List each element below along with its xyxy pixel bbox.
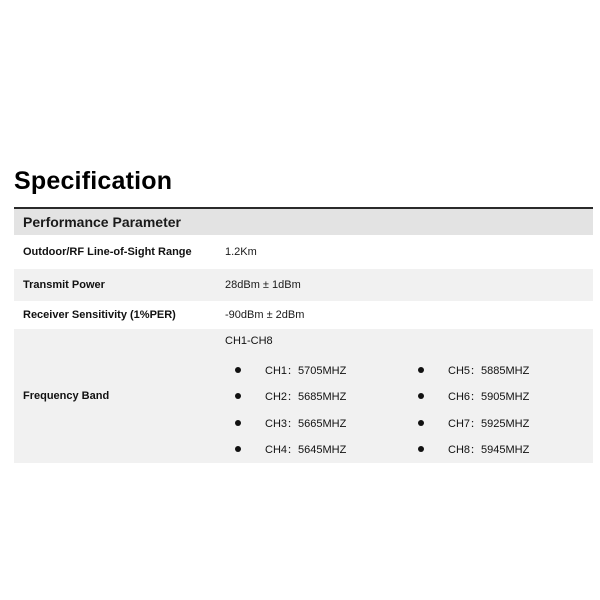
- channel-item: [235, 388, 346, 404]
- channel-item: [418, 388, 529, 404]
- channel-label: CH8：5945MHZ: [448, 444, 530, 456]
- frequency-channel-list: [225, 329, 593, 463]
- spec-row-transmit-power: [14, 269, 593, 301]
- bullet-icon: [235, 367, 241, 373]
- channel-label: CH1：5705MHZ: [265, 365, 347, 377]
- spec-value: 1.2Km: [225, 246, 257, 258]
- bullet-icon: [418, 420, 424, 426]
- spec-table: [14, 207, 593, 463]
- page-title: Specification: [14, 167, 173, 195]
- section-header: Performance Parameter: [14, 207, 593, 235]
- channel-item: [418, 362, 529, 378]
- spec-label: Outdoor/RF Line-of-Sight Range: [23, 246, 192, 258]
- bullet-icon: [418, 393, 424, 399]
- spec-value: 28dBm ± 1dBm: [225, 279, 301, 291]
- channel-item: [418, 415, 529, 431]
- channel-item: [235, 441, 346, 457]
- spec-label: Frequency Band: [23, 390, 110, 402]
- spec-label: Receiver Sensitivity (1%PER): [23, 309, 176, 321]
- bullet-icon: [235, 393, 241, 399]
- spec-row-receiver-sensitivity: [14, 301, 593, 329]
- channel-item: [235, 362, 346, 378]
- channel-label: CH7：5925MHZ: [448, 418, 530, 430]
- frequency-range: CH1-CH8: [225, 335, 273, 347]
- spec-row-frequency-band: [14, 329, 593, 463]
- channel-item: [235, 415, 346, 431]
- bullet-icon: [418, 446, 424, 452]
- channel-label: CH4：5645MHZ: [265, 444, 347, 456]
- channel-label: CH3：5665MHZ: [265, 418, 347, 430]
- channel-label: CH6：5905MHZ: [448, 391, 530, 403]
- spec-row-range: [14, 237, 593, 267]
- bullet-icon: [235, 446, 241, 452]
- spec-label: Transmit Power: [23, 279, 105, 291]
- channel-item: [418, 441, 529, 457]
- spec-value: -90dBm ± 2dBm: [225, 309, 305, 321]
- channel-label: CH2：5685MHZ: [265, 391, 347, 403]
- bullet-icon: [235, 420, 241, 426]
- channel-label: CH5：5885MHZ: [448, 365, 530, 377]
- bullet-icon: [418, 367, 424, 373]
